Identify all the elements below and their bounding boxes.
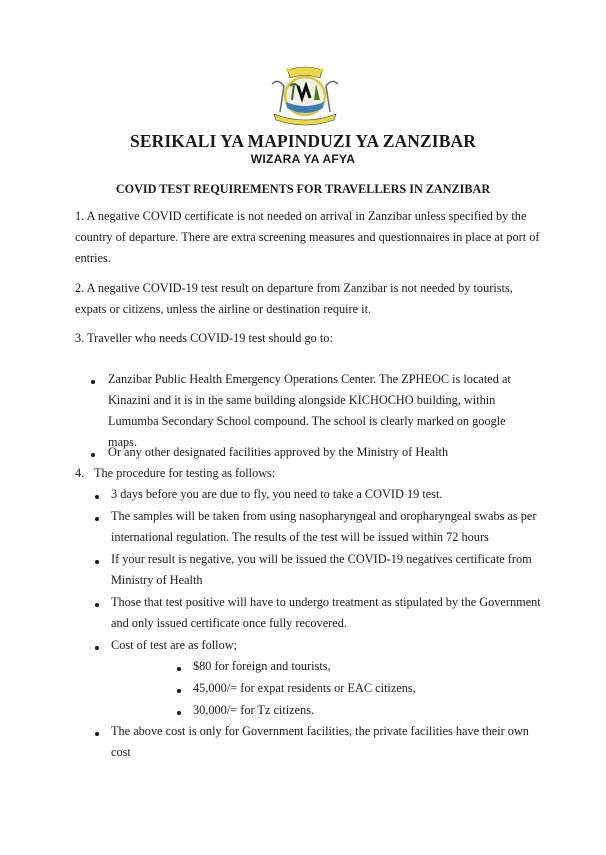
government-name: SERIKALI YA MAPINDUZI YA ZANZIBAR	[130, 131, 476, 151]
coat-of-arms-icon	[268, 64, 342, 126]
list-item: Zanzibar Public Health Emergency Operations Center. The ZPHEOC is located at Kinazini and it is in the same building alongside KICHOCHO building, within Lumumba Secondary School compound. The school is clearly marked on google maps.	[108, 372, 511, 449]
cost-item: 45,000/= for expat residents or EAC citizens,	[193, 681, 416, 695]
bullet-icon	[177, 689, 181, 693]
bullet-icon	[177, 667, 181, 671]
list-item: Or any other designated facilities approved by the Ministry of Health	[108, 445, 449, 459]
bullet-icon	[95, 603, 99, 607]
list-item: If your result is negative, you will be issued the COVID-19 negatives certificate from Ministry of Health	[111, 552, 532, 587]
section-4-number: 4.	[75, 466, 85, 480]
ministry-name: WIZARA YA AFYA	[250, 152, 356, 166]
list-item: 3 days before you are due to fly, you need to take a COVID 19 test.	[111, 487, 443, 501]
list-item: Cost of test are as follow;	[111, 638, 238, 652]
bullet-icon	[91, 453, 95, 457]
document-title: COVID TEST REQUIREMENTS FOR TRAVELLERS IN ZANZIBAR	[115, 182, 491, 196]
section-1: 1. A negative COVID certificate is not needed on arrival in Zanzibar unless specified by the country of departure. There are extra screening measures and questionnaires in place at port of entries.	[75, 209, 540, 265]
bullet-icon	[95, 495, 99, 499]
bullet-icon	[95, 517, 99, 521]
bullet-icon	[95, 732, 99, 736]
bullet-icon	[177, 711, 181, 715]
section-3-heading: 3. Traveller who needs COVID-19 test should go to:	[75, 331, 333, 345]
cost-item: 30,000/= for Tz citizens.	[193, 703, 315, 717]
list-item: Those that test positive will have to undergo treatment as stipulated by the Government and only issued certificate once fully recovered.	[111, 595, 541, 630]
bullet-icon	[95, 646, 99, 650]
bullet-icon	[95, 560, 99, 564]
bullet-icon	[91, 380, 95, 384]
section-4-heading: The procedure for testing as follows:	[94, 466, 276, 480]
cost-item: $80 for foreign and tourists,	[193, 659, 331, 673]
list-item: The samples will be taken from using nasopharyngeal and oropharyngeal swabs as per international regulation. The results of the test will be issued within 72 hours	[111, 509, 537, 544]
section-2: 2. A negative COVID-19 test result on departure from Zanzibar is not needed by tourists, expats or citizens, unless the airline or destination require it.	[75, 281, 513, 316]
list-item: The above cost is only for Government facilities, the private facilities have their own cost	[111, 724, 529, 759]
